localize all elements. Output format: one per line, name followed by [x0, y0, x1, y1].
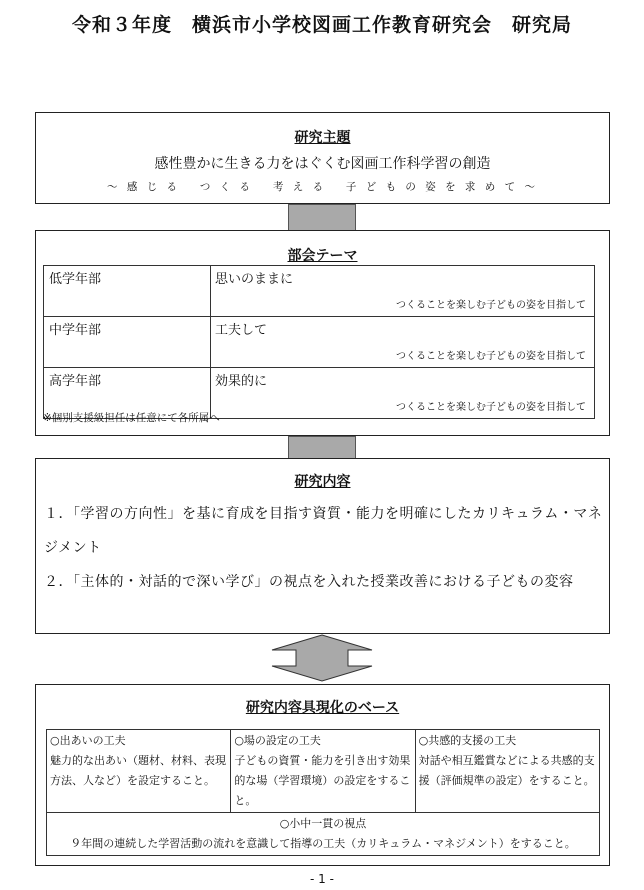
base-heading: 研究内容具現化のベース	[245, 700, 400, 716]
grade-name: 中学年部	[44, 317, 211, 368]
base-bottom-title: ○小中一貫の視点	[279, 817, 367, 830]
table-row	[47, 730, 600, 813]
base-bottom-cell	[47, 813, 600, 856]
research-theme-heading: 研究主題	[294, 130, 351, 146]
connector-2	[288, 436, 356, 459]
document-title: 令和３年度 横浜市小学校図画工作教育研究会 研究局	[71, 14, 572, 36]
base-column	[415, 730, 599, 813]
research-theme-main: 感性豊かに生きる力をはぐくむ図画工作科学習の創造	[154, 156, 491, 172]
base-bottom-body: ９年間の連続した学習活動の流れを意識して指導の工夫（カリキュラム・マネジメント）をすること。	[70, 837, 576, 850]
grade-theme: 思いのままに	[215, 272, 294, 287]
grade-name: 低学年部	[44, 266, 211, 317]
grade-theme: 工夫して	[215, 323, 268, 338]
base-column	[231, 730, 415, 813]
base-column-title: ○共感的支援の工夫	[418, 734, 517, 747]
base-column	[47, 730, 231, 813]
research-theme-sub: ～ 感 じ る つ く る 考 え る 子 ど も の 姿 を 求 め て ～	[107, 181, 538, 193]
grade-theme-cell	[211, 317, 595, 368]
base-table	[46, 729, 600, 856]
page-number: - 1 -	[310, 872, 334, 886]
base-column-body: 魅力的な出あい（題材、材料、表現方法、人など）を設定すること。	[50, 754, 226, 787]
division-theme-heading: 部会テーマ	[287, 248, 358, 264]
double-arrow-icon	[270, 634, 374, 682]
base-column-body: 対話や相互鑑賞などによる共感的支援（評価規準の設定）をすること。	[418, 754, 595, 787]
research-content-item-2: ２．「主体的・対話的で深い学び」の視点を入れた授業改善における子どもの変容	[44, 574, 574, 590]
research-content-item-1: １．「学習の方向性」を基に育成を目指す資質・能力を明確にしたカリキュラム・マネジメント	[44, 506, 603, 556]
division-theme-table	[43, 265, 595, 419]
research-content-list	[44, 497, 606, 599]
table-row	[44, 317, 595, 368]
base-column-title: ○出あいの工夫	[50, 734, 126, 747]
grade-name: 高学年部	[44, 368, 211, 419]
grade-theme-sub: つくることを楽しむ子どもの姿を目指して	[396, 351, 586, 362]
table-row	[47, 813, 600, 856]
research-content-box	[35, 458, 610, 634]
connector-1	[288, 204, 356, 231]
grade-theme-cell	[211, 266, 595, 317]
table-row	[44, 266, 595, 317]
division-note: ※個別支援級担任は任意にて各所属へ	[43, 412, 220, 424]
division-theme-box	[35, 230, 610, 436]
grade-theme: 効果的に	[215, 374, 268, 389]
grade-theme-cell	[211, 368, 595, 419]
research-theme-box	[35, 112, 610, 204]
research-content-heading: 研究内容	[294, 474, 351, 490]
base-column-body: 子どもの資質・能力を引き出す効果的な場（学習環境）の設定をすること。	[234, 754, 411, 807]
base-box	[35, 684, 610, 866]
grade-theme-sub: つくることを楽しむ子どもの姿を目指して	[396, 402, 586, 413]
base-column-title: ○場の設定の工夫	[234, 734, 321, 747]
grade-theme-sub: つくることを楽しむ子どもの姿を目指して	[396, 300, 586, 311]
